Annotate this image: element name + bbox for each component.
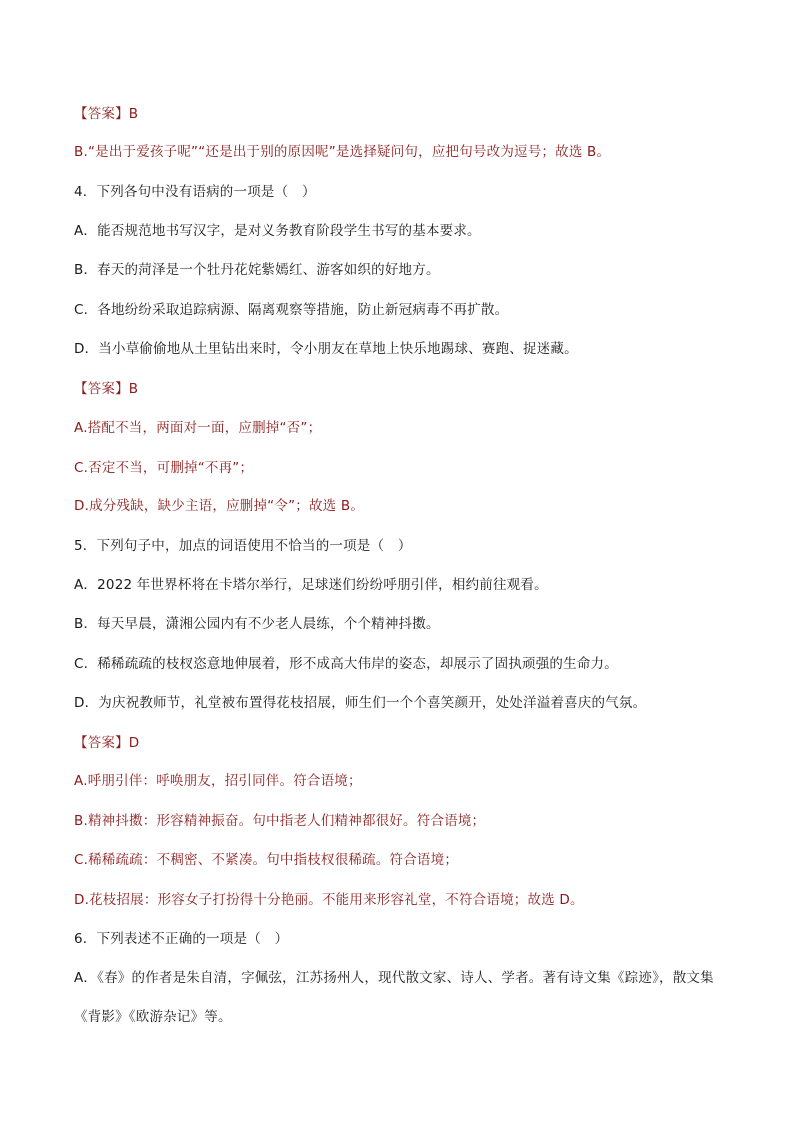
answer-explanation: B.精神抖擞：形容精神振奋。句中指老人们精神都很好。符合语境； xyxy=(74,813,486,829)
question-option: D．当小草偷偷地从土里钻出来时，令小朋友在草地上快乐地踢球、赛跑、捉迷藏。 xyxy=(74,341,578,357)
answer-heading: 【答案】B xyxy=(74,106,139,122)
question-option-continuation: 《背影》《欧游杂记》等。 xyxy=(74,1009,232,1025)
answer-heading: 【答案】D xyxy=(74,735,140,751)
answer-explanation: A.搭配不当，两面对一面，应删掉“否”； xyxy=(74,420,322,436)
question-option: C．稀稀疏疏的枝杈恣意地伸展着，形不成高大伟岸的姿态，却展示了固执顽强的生命力。 xyxy=(74,656,618,672)
question-option: D．为庆祝教师节，礼堂被布置得花枝招展，师生们一个个喜笑颜开，处处洋溢着喜庆的气氛。 xyxy=(74,695,647,711)
question-option: B．每天早晨，潇湘公园内有不少老人晨练，个个精神抖擞。 xyxy=(74,616,440,632)
question-stem: 5．下列句子中，加点的词语使用不恰当的一项是（ ） xyxy=(74,538,412,554)
answer-explanation: C.否定不当，可删掉“不再”； xyxy=(74,460,254,476)
question-option: C．各地纷纷采取追踪病源、隔离观察等措施，防止新冠病毒不再扩散。 xyxy=(74,302,509,318)
answer-explanation: A.呼朋引伴：呼唤朋友，招引同伴。符合语境； xyxy=(74,773,362,789)
answer-explanation: D.花枝招展：形容女子打扮得十分艳丽。不能用来形容礼堂，不符合语境；故选 D。 xyxy=(74,892,584,908)
answer-explanation: C.稀稀疏疏：不稠密、不紧凑。句中指枝杈很稀疏。符合语境； xyxy=(74,852,459,868)
answer-heading: 【答案】B xyxy=(74,381,139,397)
answer-explanation: B.“是出于爱孩子呢”“还是出于别的原因呢”是选择疑问句，应把句号改为逗号；故选 B。 xyxy=(74,144,611,160)
question-stem: 6．下列表述不正确的一项是（ ） xyxy=(74,931,289,947)
question-stem: 4．下列各句中没有语病的一项是（ ） xyxy=(74,184,316,200)
answer-explanation: D.成分残缺，缺少主语，应删掉“令”；故选 B。 xyxy=(74,498,365,514)
question-option: B．春天的菏泽是一个牡丹花姹紫嫣红、游客如织的好地方。 xyxy=(74,262,440,278)
question-option: A．2022 年世界杯将在卡塔尔举行，足球迷们纷纷呼朋引伴，相约前往观看。 xyxy=(74,577,548,593)
question-option: A．《春》的作者是朱自清，字佩弦，江苏扬州人，现代散文家、诗人、学者。著有诗文集《踪迹》，散文集 xyxy=(74,970,714,986)
question-option: A．能否规范地书写汉字，是对义务教育阶段学生书写的基本要求。 xyxy=(74,223,481,239)
